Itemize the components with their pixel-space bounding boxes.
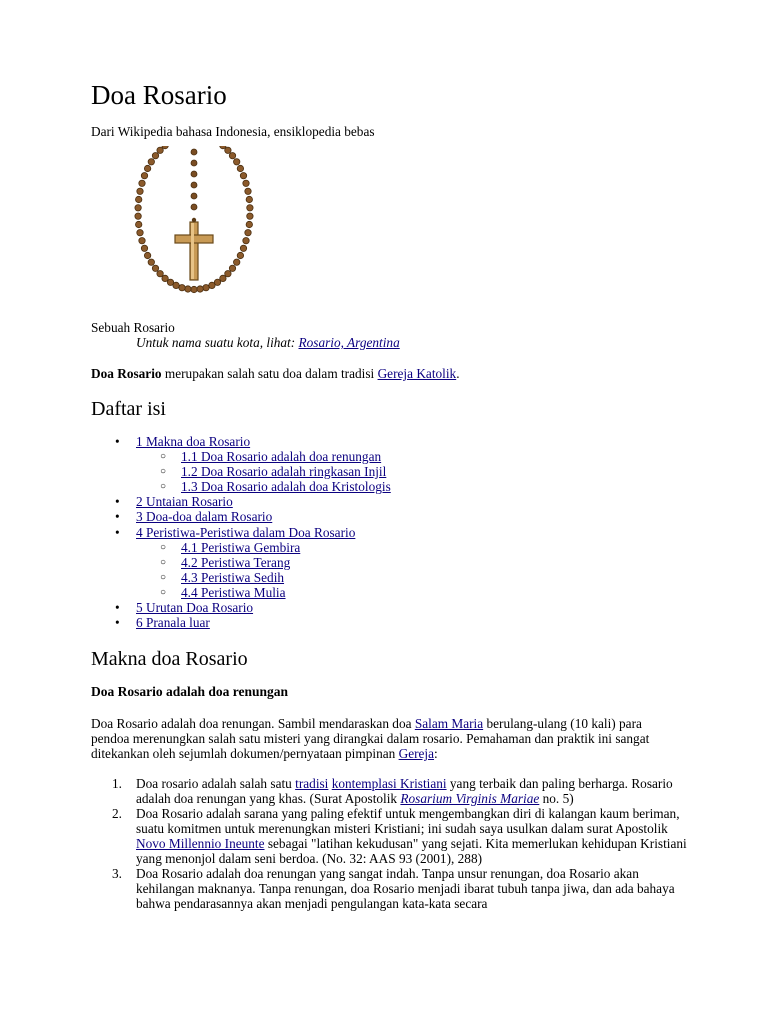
circle-bullet-icon: ○ [160, 451, 167, 463]
bead [135, 213, 141, 219]
bead [162, 146, 168, 149]
bead [240, 173, 246, 179]
list-item [91, 776, 691, 806]
link-novo-millennio-ineunte[interactable]: Novo Millennio Ineunte [136, 836, 265, 851]
bead [225, 271, 231, 277]
bead [191, 193, 197, 199]
bead [152, 265, 158, 271]
list-text: yang terbaik dan paling berharga. Rosario adalah doa renungan yang khas. (Surat Apostolik [136, 776, 673, 806]
bead [144, 252, 150, 258]
bead [197, 286, 203, 292]
toc-link[interactable]: 2 Untaian Rosario [136, 494, 233, 510]
link-gereja[interactable]: Gereja [398, 746, 435, 761]
toc-link[interactable]: 1 Makna doa Rosario [136, 434, 251, 449]
site-subtitle: Dari Wikipedia bahasa Indonesia, ensiklopedia bebas [91, 124, 375, 139]
bead [246, 196, 252, 202]
bead [225, 147, 231, 153]
list-number: 1. [112, 776, 122, 791]
toc-link[interactable]: 1.2 Doa Rosario adalah ringkasan Injil [181, 464, 387, 480]
list-number: 2. [112, 806, 122, 821]
lead-paragraph [91, 366, 691, 381]
link-salam-maria[interactable]: Salam Maria [414, 716, 484, 731]
bead [245, 188, 251, 194]
toc-item [91, 585, 591, 600]
toc-item [91, 600, 591, 615]
para-text: : [434, 746, 438, 761]
bullet-icon: • [115, 494, 120, 510]
bead [229, 153, 235, 159]
bullet-icon: • [115, 509, 120, 525]
list-text: no. 5) [539, 791, 574, 806]
bead [137, 230, 143, 236]
circle-bullet-icon: ○ [160, 586, 167, 598]
toc-item [91, 434, 591, 449]
bead [141, 245, 147, 251]
numbered-list [91, 776, 691, 911]
image-caption: Sebuah Rosario [91, 320, 175, 335]
list-item [91, 866, 691, 911]
bead [137, 188, 143, 194]
hatnote [136, 335, 400, 350]
bead [229, 265, 235, 271]
lead-link-gereja-katolik[interactable]: Gereja Katolik [377, 366, 457, 381]
bead [157, 147, 163, 153]
bead [141, 173, 147, 179]
bead [237, 252, 243, 258]
toc-item [91, 525, 591, 540]
bead [179, 285, 185, 291]
subsection-title: Doa Rosario adalah doa renungan [91, 684, 289, 699]
toc-link[interactable]: 1.3 Doa Rosario adalah doa Kristologis [181, 479, 391, 495]
toc-item [91, 615, 591, 630]
toc-title: Daftar isi [91, 398, 166, 420]
bead [191, 149, 197, 155]
bead [139, 238, 145, 244]
para-text: Doa Rosario adalah doa renungan. Sambil mendaraskan doa [91, 716, 415, 731]
toc-link[interactable]: 3 Doa-doa dalam Rosario [136, 509, 273, 525]
table-of-contents [91, 434, 591, 630]
bead [162, 275, 168, 281]
circle-bullet-icon: ○ [160, 571, 167, 583]
bullet-icon: • [115, 524, 120, 540]
lead-bold: Doa Rosario [91, 366, 162, 381]
bead [191, 171, 197, 177]
toc-link[interactable]: 4.3 Peristiwa Sedih [181, 569, 285, 585]
page-title: Doa Rosario [91, 80, 227, 110]
list-text: Doa Rosario adalah doa renungan yang sangat indah. Tanpa unsur renungan, doa Rosario akan kehilangan maknanya. Tanpa renungan, doa Rosario menjadi ibarat tubuh tanpa jiwa, dan ada bahaya bahwa pendarasannya akan menjadi pengulangan kata-kata secara [136, 866, 675, 911]
bead [148, 259, 154, 265]
bead [247, 205, 253, 211]
bead [157, 271, 163, 277]
bead [243, 238, 249, 244]
section-title: Makna doa Rosario [91, 648, 248, 670]
bead [191, 286, 197, 292]
toc-item [91, 464, 591, 479]
lead-end: . [456, 366, 460, 381]
para-text: berulang-ulang (10 kali) para pendoa merenungkan salah satu misteri yang dirangkai dalam rosario. Pemahaman dan praktik ini sangat ditekankan oleh sejumlah dokumen/pernyataan pimpinan [91, 716, 650, 761]
list-number: 3. [112, 866, 122, 881]
circle-bullet-icon: ○ [160, 481, 167, 493]
bead [237, 165, 243, 171]
circle-bullet-icon: ○ [160, 556, 167, 568]
toc-item [91, 555, 591, 570]
bead [191, 160, 197, 166]
bead [136, 221, 142, 227]
toc-link[interactable]: 1.1 Doa Rosario adalah doa renungan [181, 449, 382, 465]
toc-link[interactable]: 4.1 Peristiwa Gembira [181, 539, 301, 555]
toc-link[interactable]: 5 Urutan Doa Rosario [136, 600, 254, 616]
toc-item [91, 494, 591, 509]
toc-item [91, 509, 591, 524]
bead [247, 213, 253, 219]
bead [191, 204, 197, 210]
list-text: Doa Rosario adalah sarana yang paling efektif untuk mengembangkan diri di kalangan kaum beriman, suatu komitmen untuk merenungkan misteri Kristiani; ini sudah saya usulkan dalam surat Apostolik [136, 806, 680, 836]
toc-link[interactable]: 4.4 Peristiwa Mulia [181, 584, 286, 600]
bead [245, 230, 251, 236]
toc-link[interactable]: 4.2 Peristiwa Terang [181, 554, 291, 570]
bead [185, 286, 191, 292]
toc-item [91, 570, 591, 585]
bead [144, 165, 150, 171]
list-item [91, 806, 691, 866]
toc-link[interactable]: 6 Pranala luar [136, 615, 210, 631]
circle-bullet-icon: ○ [160, 466, 167, 478]
toc-link[interactable]: 4 Peristiwa-Peristiwa dalam Doa Rosario [136, 524, 356, 540]
link-tradisi[interactable]: tradisi [295, 776, 329, 791]
bead [135, 205, 141, 211]
bead [139, 180, 145, 186]
bead [152, 153, 158, 159]
bead [209, 282, 215, 288]
bullet-icon: • [115, 434, 120, 449]
bead [191, 182, 197, 188]
bead [234, 259, 240, 265]
circle-bullet-icon: ○ [160, 541, 167, 553]
bead [246, 221, 252, 227]
bead [203, 285, 209, 291]
list-text: sebagai "latihan kekudusan" yang sejati. Kita memerlukan kehidupan Kristiani yang menonjol dalam seni berdoa. (No. 32: AAS 93 (2001), 288) [136, 836, 687, 866]
bead [234, 159, 240, 165]
cross-icon [175, 222, 213, 280]
hatnote-link[interactable]: Rosario, Argentina [298, 335, 400, 350]
rosary-image[interactable] [128, 146, 260, 314]
bead [243, 180, 249, 186]
bead [148, 159, 154, 165]
bead [240, 245, 246, 251]
toc-item [91, 449, 591, 464]
toc-item [91, 479, 591, 494]
lead-text: merupakan salah satu doa dalam tradisi [161, 366, 378, 381]
bullet-icon: • [115, 615, 120, 631]
bead [136, 196, 142, 202]
toc-item [91, 540, 591, 555]
list-text: Doa rosario adalah salah satu [136, 776, 296, 791]
link-rosarium-virginis-mariae[interactable]: Rosarium Virginis Mariae [400, 791, 540, 806]
bullet-icon: • [115, 600, 120, 616]
section-paragraph [91, 716, 671, 761]
link-kontemplasi-kristiani[interactable]: kontemplasi Kristiani [331, 776, 447, 791]
hatnote-text: Untuk nama suatu kota, lihat: [136, 335, 299, 350]
